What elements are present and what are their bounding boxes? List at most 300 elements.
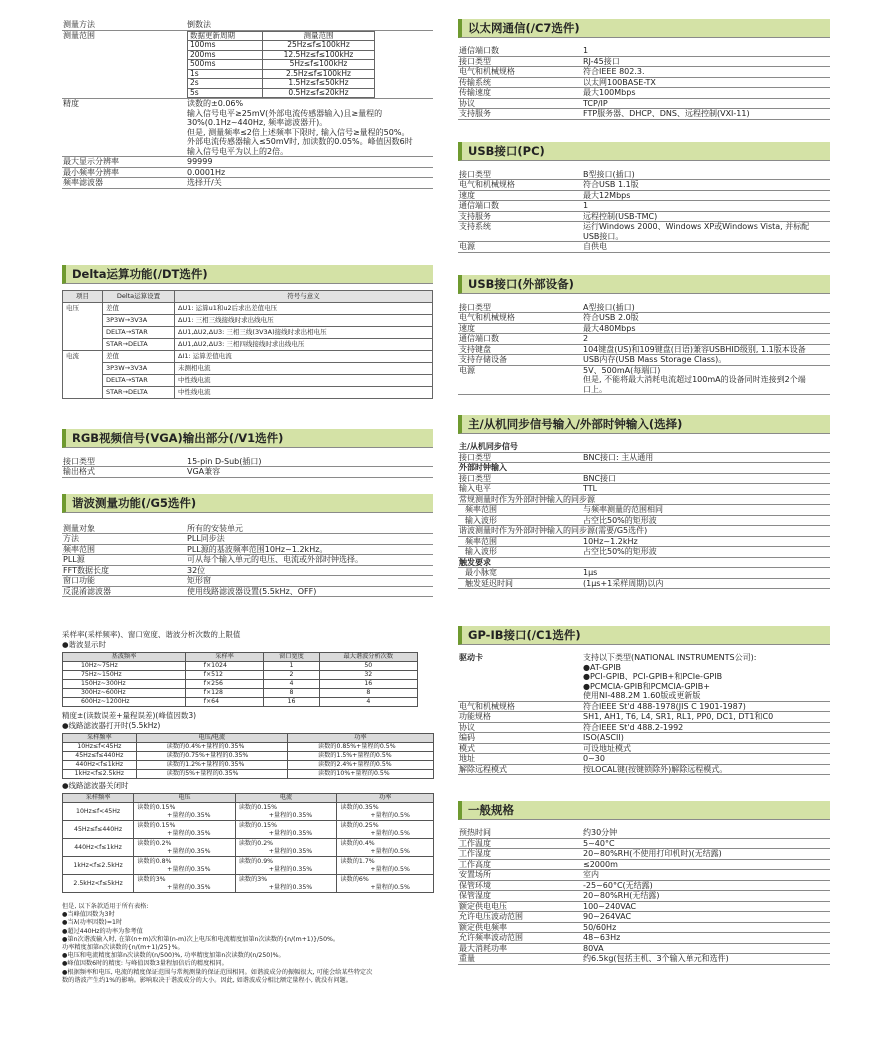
spec-value — [582, 109, 830, 120]
delta-row — [63, 386, 433, 398]
filter-off-header-cell: 功率 — [337, 794, 434, 803]
spec-value-line: 最大480Mbps — [583, 323, 636, 333]
spec-value-line: 最大100Mbps — [583, 88, 636, 97]
filter-off-cell: 10Hz≤f<45Hz — [63, 803, 134, 821]
spec-key: 传输系统 — [459, 77, 491, 87]
spec-value-line: SH1, AH1, T6, L4, SR1, RL1, PP0, DC1, DT1和C0 — [583, 712, 774, 721]
spec-row — [458, 733, 830, 744]
filter-off-row — [63, 875, 434, 893]
vga-spec-table — [62, 457, 433, 478]
spec-value — [186, 30, 433, 99]
spec-value — [582, 365, 830, 395]
spec-value-line: 30%(0.1Hz~440Hz, 频率滤波器开)。 — [187, 118, 328, 127]
spec-value — [582, 733, 830, 744]
spec-value-line: BNC接口 — [583, 473, 617, 483]
sampling-table — [62, 652, 418, 707]
spec-key: 预热时间 — [459, 828, 491, 837]
delta-cell: ΔU1: 三相三线接线时求出线电压 — [175, 314, 433, 326]
spec-value — [186, 167, 433, 178]
spec-value-line: A型接口(插口) — [583, 302, 635, 312]
delta-cell: ΔU1,ΔU2,ΔU3: 三相四线接线时求出线电压 — [175, 338, 433, 350]
spec-value — [582, 764, 830, 775]
spec-key: 精度 — [63, 99, 79, 108]
filter-off-range: +量程的0.35% — [268, 847, 313, 855]
spec-key: 输入波形 — [465, 515, 497, 525]
spec-value-line: 90~264VAC — [583, 912, 632, 921]
spec-row — [458, 870, 830, 881]
spec-key: 允许频率波动范围 — [459, 933, 523, 942]
delta-section — [62, 265, 433, 399]
sampling-cell: 4 — [319, 698, 417, 707]
spec-key: 最小脉宽 — [465, 568, 497, 577]
spec-row — [458, 222, 830, 242]
spec-row — [62, 555, 433, 566]
accuracy-note-line: ●当峰值因数为3时 — [62, 911, 115, 919]
filter-on-cell: 读数的10%+量程的0.5% — [287, 770, 433, 779]
spec-row — [458, 954, 830, 965]
spec-value — [582, 222, 830, 242]
spec-row — [458, 653, 830, 701]
accuracy-notes — [62, 903, 434, 985]
spec-key: 输出格式 — [63, 467, 95, 476]
vga-section — [62, 429, 433, 478]
spec-value-line: 5V、500mA(每端口) — [583, 365, 661, 375]
ethernet-spec-table — [458, 46, 830, 120]
spec-key: 反混淆滤波器 — [63, 586, 111, 596]
spec-row — [458, 828, 830, 838]
spec-row — [458, 442, 830, 452]
sampling-header-cell: 采样率 — [185, 653, 264, 662]
spec-key: 输入电平 — [459, 484, 491, 493]
sampling-cell: 16 — [319, 680, 417, 689]
spec-value-line: PLL同步法 — [187, 534, 225, 543]
filter-off-cell — [337, 839, 434, 857]
filter-off-header-row — [63, 794, 434, 803]
spec-value — [582, 473, 830, 484]
spec-value-line: 按LOCAL键(按键锁除外)解除远程模式。 — [583, 764, 728, 774]
spec-key: 速度 — [459, 190, 475, 200]
spec-value-line: TCP/IP — [583, 98, 608, 108]
general-section — [458, 801, 830, 965]
spec-key: FFT数据长度 — [63, 565, 109, 575]
filter-on-cell: 10Hz≤f<45Hz — [63, 743, 137, 752]
filter-off-reading: 读数的3% — [137, 875, 166, 883]
filter-off-range: +量程的0.35% — [167, 829, 211, 837]
spec-key: 谐波测量时作为外部时钟输入的同步源(需要/G5选件) — [459, 526, 648, 535]
spec-value-line: 可从每个输入单元的电压、电流或外部时钟选择。 — [187, 555, 363, 564]
spec-value — [582, 463, 830, 474]
delta-header-cell: 符号与意义 — [175, 290, 433, 302]
spec-row — [458, 98, 830, 109]
spec-value-line: 符合IEEE St'd 488-1978(JIS C 1901-1987) — [583, 701, 746, 711]
delta-cell: ΔI1: 运算差值电流 — [175, 350, 433, 362]
spec-value-line: 口上。 — [583, 384, 607, 394]
range-cell: 12.5Hz≤f≤100kHz — [262, 50, 374, 60]
spec-value — [582, 870, 830, 881]
spec-key: 最小频率分辨率 — [63, 167, 119, 177]
filter-on-cell: 1kHz<f≤2.5kHz — [63, 770, 137, 779]
spec-value — [582, 578, 830, 589]
spec-row — [458, 463, 830, 474]
spec-row — [458, 505, 830, 516]
delta-row — [63, 374, 433, 386]
sync-title: 主/从机同步信号输入/外部时钟输入(选择) — [458, 415, 830, 434]
spec-value — [186, 586, 433, 597]
spec-value — [582, 743, 830, 754]
spec-value-line: USB接口。 — [583, 231, 624, 241]
filter-on-cell: 45Hz≤f≤440Hz — [63, 752, 137, 761]
sampling-cell: f×512 — [185, 671, 264, 680]
spec-value — [186, 457, 433, 467]
filter-off-reading: 读数的0.9% — [238, 857, 274, 865]
spec-value — [582, 547, 830, 558]
spec-value-line: 20~80%RH(无结露) — [583, 891, 660, 900]
sampling-cell: 300Hz~600Hz — [63, 689, 186, 698]
range-cell: 200ms — [188, 50, 263, 60]
spec-value-line: 符合USB 1.1版 — [583, 180, 639, 189]
sampling-cell: 1 — [264, 662, 319, 671]
spec-value — [582, 701, 830, 712]
spec-value-line: 0~30 — [583, 754, 605, 763]
delta-header-row — [63, 290, 433, 302]
filter-on-header-cell: 电压/电流 — [136, 734, 287, 743]
spec-value — [582, 849, 830, 860]
spec-value-line: 外部电流传感器输入≤50mV时, 加读数的0.05%。峰值因数6时 — [187, 137, 413, 146]
range-cell: 100ms — [188, 41, 263, 51]
spec-key: 接口类型 — [459, 452, 491, 462]
spec-key: 支持键盘 — [459, 344, 491, 354]
filter-off-reading: 读数的0.15% — [137, 803, 176, 811]
sampling-cell: 16 — [264, 698, 319, 707]
filter-off-range: +量程的0.35% — [167, 865, 211, 873]
spec-value-line: 80VA — [583, 943, 604, 953]
delta-cell: 电流 — [63, 350, 103, 362]
accuracy-note-line: ●第n次谐波输入时, 在第(n+m)次和第(n-m)次上电压和电流精度加第n次读数的{n/(m+1)}/50%。 — [62, 935, 340, 943]
delta-cell — [63, 386, 103, 398]
filter-off-header-cell: 采样频率 — [63, 794, 134, 803]
spec-row — [458, 515, 830, 526]
spec-row — [62, 99, 433, 157]
sampling-header-cell: 窗口宽度 — [264, 653, 319, 662]
spec-value-line: 但是, 测量频率≤2倍上述频率下限时, 输入信号≥量程的50%。 — [187, 127, 410, 137]
delta-cell: ΔU1,ΔU2,ΔU3: 三相三线(3V3A)接线时求出相电压 — [175, 326, 433, 338]
spec-key: 电气和机械规格 — [459, 313, 515, 322]
spec-value-line: USB内存(USB Mass Storage Class)。 — [583, 355, 727, 364]
spec-row — [458, 88, 830, 99]
spec-value-line: 符合IEEE St'd 488.2-1992 — [583, 722, 684, 732]
spec-key: 最大消耗功率 — [459, 943, 507, 953]
spec-row — [458, 764, 830, 775]
filter-off-cell — [235, 821, 337, 839]
spec-row — [458, 46, 830, 56]
sampling-cell: f×128 — [185, 689, 264, 698]
spec-row — [62, 565, 433, 576]
spec-value-line: 支持以下类型(NATIONAL INSTRUMENTS公司): — [583, 653, 757, 662]
filter-off-title: ●线路滤波器关闭时 — [62, 781, 129, 790]
delta-cell: 3P3W→3V3A — [103, 362, 175, 374]
filter-on-row — [63, 743, 434, 752]
spec-value-line: 99999 — [187, 157, 213, 166]
spec-value — [186, 534, 433, 545]
spec-value-line: 10Hz~1.2kHz — [583, 536, 638, 546]
spec-value-line: 1 — [583, 46, 589, 55]
spec-key: 测量对象 — [63, 523, 95, 533]
spec-value — [186, 178, 433, 189]
filter-off-row — [63, 839, 434, 857]
filter-on-cell: 读数的0.75%+量程的0.35% — [136, 752, 287, 761]
filter-on-cell: 读数的1.2%+量程的0.35% — [136, 761, 287, 770]
spec-key: 电气和机械规格 — [459, 701, 515, 711]
spec-value-line: 0.0001Hz — [187, 167, 226, 177]
spec-row — [458, 943, 830, 954]
spec-key: 通信端口数 — [459, 46, 499, 55]
spec-value — [582, 653, 830, 701]
spec-value-line: 远程控制(USB-TMC) — [583, 211, 658, 221]
spec-value-line: 自供电 — [583, 242, 607, 251]
sampling-row — [63, 680, 418, 689]
spec-row — [458, 933, 830, 944]
filter-off-cell: 440Hz<f≤1kHz — [63, 839, 134, 857]
spec-value — [582, 452, 830, 463]
spec-row — [62, 467, 433, 478]
spec-row — [62, 576, 433, 587]
harmonic-spec-table — [62, 524, 433, 598]
spec-value-line: -25~60°C(无结露) — [583, 880, 653, 890]
spec-row — [458, 313, 830, 324]
range-cell: 2.5Hz≤f≤100kHz — [262, 69, 374, 79]
harmonic-title: 谐波测量功能(/G5选件) — [62, 494, 433, 513]
delta-cell: ΔU1: 运算u1和u2后求出差值电压 — [175, 302, 433, 314]
filter-off-reading: 读数的0.15% — [238, 821, 277, 829]
spec-key: 频率滤波器 — [63, 178, 103, 187]
spec-value — [582, 303, 830, 313]
delta-cell: DELTA→STAR — [103, 374, 175, 386]
spec-value — [582, 828, 830, 838]
range-row — [188, 41, 375, 51]
delta-row — [63, 350, 433, 362]
spec-row — [458, 365, 830, 395]
filter-off-table — [62, 793, 434, 893]
spec-key: 协议 — [459, 98, 475, 108]
sampling-header-cell: 基波频率 — [63, 653, 186, 662]
spec-value — [186, 565, 433, 576]
sync-section — [458, 415, 830, 589]
spec-value — [186, 20, 433, 30]
spec-row — [62, 586, 433, 597]
spec-row — [458, 473, 830, 484]
filter-off-reading: 读数的0.35% — [340, 803, 379, 811]
range-row — [188, 79, 375, 89]
filter-off-range: +量程的0.35% — [167, 883, 211, 891]
spec-value — [582, 722, 830, 733]
spec-value-line: ●PCI-GPIB、PCI-GPIB+和PCIe-GPIB — [583, 672, 723, 681]
sampling-cell: 10Hz~75Hz — [63, 662, 186, 671]
delta-cell — [63, 338, 103, 350]
spec-key: 窗口功能 — [63, 576, 95, 585]
filter-off-cell — [337, 875, 434, 893]
spec-value-line: 32位 — [187, 565, 206, 575]
spec-row — [458, 242, 830, 253]
spec-key: 协议 — [459, 722, 475, 732]
spec-row — [458, 56, 830, 67]
sampling-cell: 150Hz~300Hz — [63, 680, 186, 689]
spec-value — [582, 712, 830, 723]
filter-off-range: +量程的0.5% — [370, 811, 410, 819]
filter-off-range: +量程的0.35% — [167, 811, 211, 819]
filter-on-table — [62, 733, 434, 779]
sampling-cell: 32 — [319, 671, 417, 680]
sampling-cell: 75Hz~150Hz — [63, 671, 186, 680]
spec-row — [458, 323, 830, 334]
usb-pc-title: USB接口(PC) — [458, 142, 830, 161]
spec-value — [582, 170, 830, 180]
filter-on-cell: 读数的0.85%+量程的0.5% — [287, 743, 433, 752]
spec-key: 保管环境 — [459, 880, 491, 890]
spec-value-line: 符合IEEE 802.3. — [583, 67, 645, 76]
accuracy-note-line: 数的谐波产生约1%的影响。影响取决于谐波成分的大小。因此, 如谐波成分相比额定量程小, 就没有问题。 — [62, 976, 352, 984]
filter-on-header-row — [63, 734, 434, 743]
filter-on-row — [63, 770, 434, 779]
delta-cell: DELTA→STAR — [103, 326, 175, 338]
filter-on-cell: 读数的5%+量程的0.35% — [136, 770, 287, 779]
spec-value — [582, 77, 830, 88]
spec-value-line: TTL — [583, 484, 598, 493]
spec-value — [582, 211, 830, 222]
spec-key: 主/从机同步信号 — [459, 442, 518, 451]
range-cell: 5Hz≤f≤100kHz — [262, 60, 374, 70]
spec-value-line: ●PCMCIA-GPIB和PCMCIA-GPIB+ — [583, 681, 710, 691]
spec-value — [186, 99, 433, 157]
range-cell: 25Hz≤f≤100kHz — [262, 41, 374, 51]
spec-key: 工作高度 — [459, 859, 491, 869]
spec-key: 电气和机械规格 — [459, 67, 515, 76]
accuracy-note-line: ●根据频率和电压, 电流的精度保证范围与常规测量的保证范围相同。如谐波成分的振幅很大, 可能会给某些特定次 — [62, 968, 373, 976]
spec-row — [62, 544, 433, 555]
delta-cell — [63, 314, 103, 326]
filter-off-row — [63, 857, 434, 875]
delta-header-cell: 项目 — [63, 290, 103, 302]
range-row — [188, 88, 375, 98]
vga-title: RGB视频信号(VGA)输出部分(/V1选件) — [62, 429, 433, 448]
spec-value-line: 2 — [583, 334, 589, 343]
sampling-row — [63, 662, 418, 671]
spec-key: 解除远程模式 — [459, 764, 507, 774]
delta-cell: 差值 — [103, 302, 175, 314]
spec-row — [458, 526, 830, 537]
filter-off-reading: 读数的0.25% — [340, 821, 379, 829]
spec-value — [582, 880, 830, 891]
spec-row — [458, 743, 830, 754]
spec-value — [582, 536, 830, 547]
spec-value — [582, 557, 830, 568]
spec-row — [458, 891, 830, 902]
filter-off-reading: 读数的0.2% — [137, 839, 172, 847]
spec-value-line: VGA兼容 — [187, 467, 221, 476]
spec-value — [582, 98, 830, 109]
accuracy-note-line: ●超过440Hz的功率为参考值 — [62, 927, 143, 935]
sampling-cell: f×1024 — [185, 662, 264, 671]
filter-off-reading: 读数的6% — [340, 875, 369, 883]
spec-value-line: 倒数法 — [187, 20, 211, 29]
range-cell: 5s — [188, 88, 263, 98]
delta-cell: 3P3W→3V3A — [103, 314, 175, 326]
usb-device-section — [458, 275, 830, 396]
range-cell: 1s — [188, 69, 263, 79]
filter-off-range: +量程的0.5% — [370, 847, 410, 855]
spec-row — [458, 452, 830, 463]
spec-row — [458, 494, 830, 505]
spec-row — [458, 355, 830, 366]
filter-off-range: +量程的0.35% — [167, 847, 211, 855]
filter-off-cell: 45Hz≤f≤440Hz — [63, 821, 134, 839]
usb-pc-section — [458, 142, 830, 253]
filter-on-row — [63, 761, 434, 770]
spec-key: 通信端口数 — [459, 201, 499, 210]
filter-off-range: +量程的0.35% — [268, 865, 313, 873]
filter-on-cell: 读数的2.4%+量程的0.5% — [287, 761, 433, 770]
spec-row — [458, 536, 830, 547]
range-cell: 0.5Hz≤f≤20kHz — [262, 88, 374, 98]
spec-row — [62, 534, 433, 545]
spec-key: 地址 — [459, 754, 475, 763]
spec-key: 触发要求 — [459, 557, 491, 567]
left-column — [62, 20, 433, 985]
spec-value-line: 输入信号电平≥25mV(外部电流传感器输入)且≥量程的 — [187, 108, 383, 118]
spec-value — [582, 323, 830, 334]
spec-value-line: 选择开/关 — [187, 178, 222, 187]
spec-key: 电源 — [459, 242, 475, 251]
filter-off-cell — [134, 857, 236, 875]
spec-value-line: B型接口(插口) — [583, 169, 635, 179]
spec-key: 最大显示分辨率 — [63, 157, 119, 166]
filter-off-cell: 2.5kHz<f≤5kHz — [63, 875, 134, 893]
general-spec-table — [458, 828, 830, 965]
spec-row — [458, 912, 830, 923]
spec-value-line: 室内 — [583, 870, 599, 879]
spec-value — [582, 46, 830, 56]
spec-key: 输入波形 — [465, 547, 497, 556]
delta-row — [63, 302, 433, 314]
spec-row — [458, 880, 830, 891]
spec-key: 电气和机械规格 — [459, 180, 515, 189]
filter-off-reading: 读数的0.8% — [137, 857, 172, 865]
filter-off-row — [63, 803, 434, 821]
spec-row — [458, 547, 830, 558]
sampling-title: 采样率(采样频率)、窗口宽度、谐波分析次数的上限值 — [62, 630, 241, 639]
filter-off-range: +量程的0.35% — [268, 883, 313, 891]
accuracy-title: 精度±(读数误差+量程误差)(峰值因数3) — [62, 711, 197, 720]
sampling-cell: 8 — [264, 689, 319, 698]
measure-spec-table — [62, 20, 433, 189]
spec-value-line: RJ-45接口 — [583, 56, 620, 66]
sampling-row — [63, 671, 418, 680]
spec-value-line: 15-pin D-Sub(插口) — [187, 456, 262, 466]
spec-value — [582, 933, 830, 944]
spec-value — [582, 190, 830, 201]
spec-key: 额定供电电压 — [459, 901, 507, 911]
sampling-section — [62, 630, 433, 707]
spec-row — [458, 190, 830, 201]
spec-key: 接口类型 — [459, 56, 491, 66]
spec-key: 编码 — [459, 733, 475, 742]
spec-value — [582, 901, 830, 912]
spec-key: 工作湿度 — [459, 849, 491, 858]
filter-on-cell: 读数的1.5%+量程的0.5% — [287, 752, 433, 761]
spec-key: 支持服务 — [459, 109, 491, 118]
filter-off-header-cell: 电流 — [235, 794, 337, 803]
spec-key: 通信端口数 — [459, 334, 499, 343]
spec-row — [458, 701, 830, 712]
